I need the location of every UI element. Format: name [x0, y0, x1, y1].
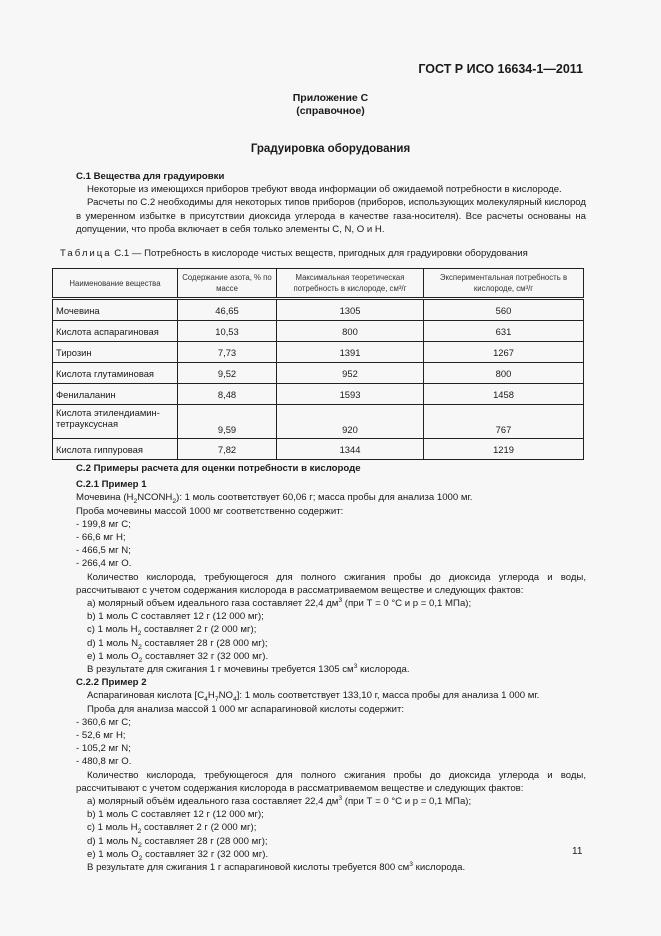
table-header-row: [53, 269, 584, 299]
annex-heading: [0, 92, 661, 118]
cell-theoretical: 1344: [277, 439, 424, 460]
cell-substance: Тирозин: [53, 342, 178, 363]
section-c1: [76, 170, 586, 236]
example1-fact-a: а) молярный объем идеального газа составляет 22,4 $дм^3$ (при Т = 0 °С и р = 0,1 МПа);: [87, 596, 472, 610]
example1-fact-e: e) 1 моль $O_2$ составляет 32 г (32 000 мг).: [87, 650, 269, 664]
cell-substance: Кислота аспарагиновая: [53, 321, 178, 342]
col-header-theoretical: Максимальная теоретическая потребность в кислороде, см³/г: [277, 269, 424, 299]
example2-fact-e: e) 1 моль $O_2$ составляет 32 г (32 000 мг).: [87, 848, 269, 862]
cell-experimental: 800: [424, 363, 584, 384]
example2-fact-a: а) молярный объём идеального газа составляет 22,4 $дм^3$ (при Т = 0 °С и р = 0,1 МПа);: [87, 794, 472, 808]
table-row: [53, 299, 584, 321]
cell-theoretical: 800: [277, 321, 424, 342]
section-c1-heading: С.1 Вещества для градуировки: [76, 171, 225, 182]
cell-nitrogen: 8,48: [178, 384, 277, 405]
standard-number: ГОСТ Р ИСО 16634-1—2011: [418, 62, 583, 76]
cell-nitrogen: 7,82: [178, 439, 277, 460]
cell-experimental: 560: [424, 299, 584, 321]
example2-fact-c: c) 1 моль $H_2$ составляет 2 г (2 000 мг);: [87, 822, 257, 836]
cell-nitrogen: 9,52: [178, 363, 277, 384]
example1-result: В результате для сжигания 1 г мочевины требуется 1305 $см^3$ кислорода.: [87, 662, 410, 676]
cell-theoretical: 1305: [277, 299, 424, 321]
cell-theoretical: 1593: [277, 384, 424, 405]
example2-result: В результате для сжигания 1 г аспарагиновой кислоты требуется 800 $см^3$ кислорода.: [87, 860, 466, 874]
cell-experimental: 1267: [424, 342, 584, 363]
annex-type: (справочное): [296, 105, 365, 117]
section-c1-para1: Некоторые из имеющихся приборов требуют ввода информации об ожидаемой потребности в кислороде.: [87, 184, 562, 196]
cell-theoretical: 920: [277, 405, 424, 439]
example1-intro: Мочевина $(H_2NCONH_2)$: 1 моль соответствует 60,06 г; масса пробы для анализа 1000 мг.: [76, 492, 473, 506]
example2-fact-b: b) 1 моль С составляет 12 г (12 000 мг);: [87, 809, 264, 821]
cell-theoretical: 952: [277, 363, 424, 384]
example1-item: - 466,5 мг N;: [76, 545, 131, 557]
table-row: [53, 342, 584, 363]
cell-nitrogen: 10,53: [178, 321, 277, 342]
cell-substance: Фенилаланин: [53, 384, 178, 405]
table-row: [53, 321, 584, 342]
example1-item: - 266,4 мг О.: [76, 558, 132, 570]
cell-theoretical: 1391: [277, 342, 424, 363]
table-row: [53, 363, 584, 384]
col-header-substance: Наименование вещества: [53, 269, 178, 299]
page-title: Градуировка оборудования: [250, 143, 411, 155]
cell-substance: Мочевина: [53, 299, 178, 321]
annex-title: Приложение С: [292, 92, 369, 104]
example1-fact-d: d) 1 моль $N_2$ составляет 28 г (28 000 мг);: [87, 637, 268, 651]
cell-experimental: 1219: [424, 439, 584, 460]
cell-substance: Кислота гиппуровая: [53, 439, 178, 460]
cell-experimental: 631: [424, 321, 584, 342]
table-caption: [60, 248, 528, 259]
example2-calc: Количество кислорода, требующегося для полного сжигания пробы до диоксида углерода и воды, рассчитывают с учетом содержания кислорода в рассматриваемом веществе и следующих фактов:: [76, 769, 586, 794]
table-row: [53, 405, 584, 439]
example2-item: - 52,6 мг Н;: [76, 730, 126, 742]
example2-item: - 360,6 мг С;: [76, 716, 131, 728]
col-header-experimental: Экспериментальная потребность в кислороде, см³/г: [424, 269, 584, 299]
cell-experimental: 1458: [424, 384, 584, 405]
example1-heading: С.2.1 Пример 1: [76, 479, 147, 491]
cell-substance: Кислота глутаминовая: [53, 363, 178, 384]
cell-nitrogen: 9,59: [178, 405, 277, 439]
section-c2: [76, 462, 586, 874]
example1-fact-c: c) 1 моль $H_2$ составляет 2 г (2 000 мг);: [87, 624, 257, 638]
cell-nitrogen: 7,73: [178, 342, 277, 363]
oxygen-demand-table: [52, 268, 584, 460]
section-c1-para2: Расчеты по С.2 необходимы для некоторых типов приборов (приборов, использующих молекулярный кислород в умеренном избытке в присутствии диоксида углерода в качестве газа-носителя). Все расчеты основаны на допущении, что проба включает в себя только элементы С, N, О и Н.: [76, 197, 586, 235]
example2-contains: Проба для анализа массой 1 000 мг аспарагиновой кислоты содержит:: [87, 703, 405, 715]
cell-experimental: 767: [424, 405, 584, 439]
example2-item: - 480,8 мг О.: [76, 756, 132, 768]
example2-item: - 105,2 мг N;: [76, 743, 131, 755]
table-row: [53, 439, 584, 460]
table-caption-text: С.1 — Потребность в кислороде чистых веществ, пригодных для градуировки оборудования: [111, 248, 528, 259]
cell-nitrogen: 46,65: [178, 299, 277, 321]
cell-substance: Кислота этилендиамин-тетрауксусная: [53, 405, 178, 439]
table-row: [53, 384, 584, 405]
example1-calc: Количество кислорода, требующегося для полного сжигания пробы до диоксида углерода и воды, рассчитывают с учетом содержания кислорода в рассматриваемом веществе и следующих фактов:: [76, 571, 586, 596]
example2-fact-d: d) 1 моль $N_2$ составляет 28 г (28 000 мг);: [87, 835, 268, 849]
section-c2-heading: С.2 Примеры расчета для оценки потребности в кислороде: [76, 463, 361, 474]
example1-item: - 199,8 мг С;: [76, 518, 131, 530]
example2-intro: Аспарагиновая кислота $[C_4H_7NO_4]$: 1 моль соответствует 133,10 г, масса пробы для анализа 1 000 мг.: [87, 690, 540, 704]
example1-fact-b: b) 1 моль С составляет 12 г (12 000 мг);: [87, 611, 264, 623]
table-caption-label: Таблица: [60, 248, 112, 259]
example1-item: - 66,6 мг Н;: [76, 532, 126, 544]
example1-contains: Проба мочевины массой 1000 мг соответственно содержит:: [76, 505, 344, 517]
page-number: 11: [572, 846, 583, 857]
example2-heading: С.2.2 Пример 2: [76, 677, 147, 689]
col-header-nitrogen: Содержание азота, % по массе: [178, 269, 277, 299]
